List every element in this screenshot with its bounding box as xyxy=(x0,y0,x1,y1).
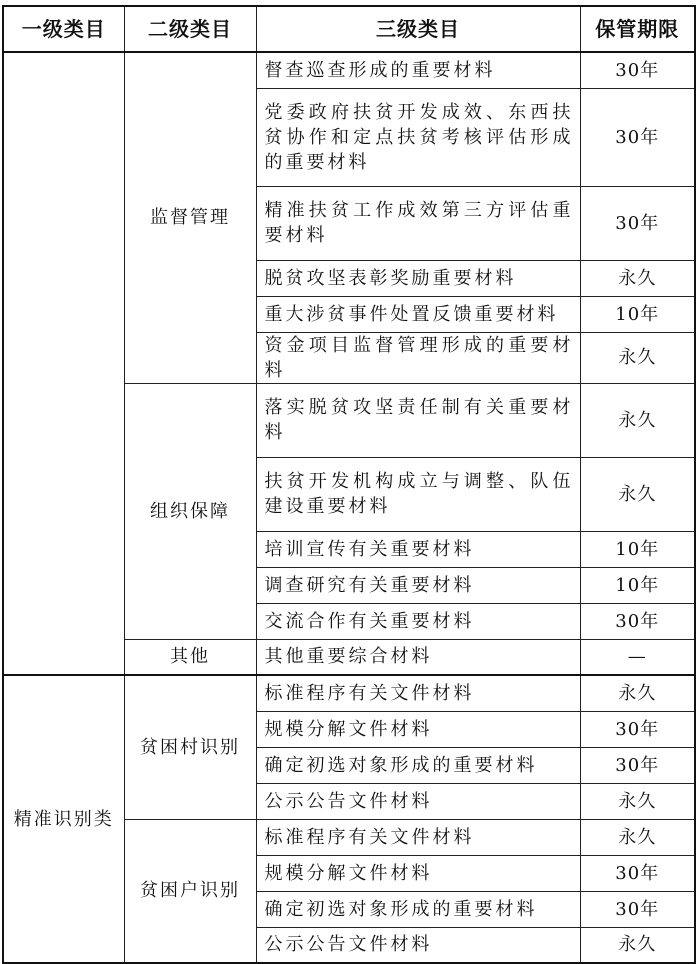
level2-cell: 贫困户识别 xyxy=(124,819,256,963)
level3-cell: 党委政府扶贫开发成效、东西扶贫协作和定点扶贫考核评估形成的重要材料 xyxy=(256,88,580,186)
level3-cell: 标准程序有关文件材料 xyxy=(256,675,580,711)
level3-cell: 规模分解文件材料 xyxy=(256,711,580,747)
retention-cell: 30年 xyxy=(580,711,695,747)
level2-cell: 监督管理 xyxy=(124,52,256,383)
retention-cell: 永久 xyxy=(580,260,695,296)
retention-cell: 30年 xyxy=(580,88,695,186)
retention-cell: 30年 xyxy=(580,891,695,927)
header-retention: 保管期限 xyxy=(580,6,695,52)
level3-cell: 督查巡查形成的重要材料 xyxy=(256,52,580,88)
retention-cell: 永久 xyxy=(580,675,695,711)
level3-cell: 其他重要综合材料 xyxy=(256,639,580,675)
header-level3: 三级类目 xyxy=(256,6,580,52)
level3-cell: 重大涉贫事件处置反馈重要材料 xyxy=(256,296,580,332)
level3-cell: 规模分解文件材料 xyxy=(256,855,580,891)
retention-cell: 永久 xyxy=(580,383,695,457)
table-row xyxy=(3,675,695,711)
level3-cell: 标准程序有关文件材料 xyxy=(256,819,580,855)
level2-cell: 组织保障 xyxy=(124,383,256,639)
retention-cell: 永久 xyxy=(580,332,695,383)
retention-cell: 30年 xyxy=(580,52,695,88)
table-header-row xyxy=(3,6,695,52)
archive-retention-table xyxy=(2,5,696,964)
retention-cell: 30年 xyxy=(580,186,695,260)
retention-cell: 10年 xyxy=(580,567,695,603)
level2-cell: 其他 xyxy=(124,639,256,675)
level3-cell: 调查研究有关重要材料 xyxy=(256,567,580,603)
level3-cell: 精准扶贫工作成效第三方评估重要材料 xyxy=(256,186,580,260)
retention-cell: 10年 xyxy=(580,531,695,567)
level3-cell: 落实脱贫攻坚责任制有关重要材料 xyxy=(256,383,580,457)
retention-cell: 30年 xyxy=(580,603,695,639)
retention-cell: 30年 xyxy=(580,747,695,783)
level3-cell: 脱贫攻坚表彰奖励重要材料 xyxy=(256,260,580,296)
level3-cell: 确定初选对象形成的重要材料 xyxy=(256,891,580,927)
level3-cell: 培训宣传有关重要材料 xyxy=(256,531,580,567)
retention-cell: 永久 xyxy=(580,819,695,855)
header-level2: 二级类目 xyxy=(124,6,256,52)
retention-cell: — xyxy=(580,639,695,675)
table-row xyxy=(3,52,695,88)
level3-cell: 公示公告文件材料 xyxy=(256,927,580,963)
level3-cell: 交流合作有关重要材料 xyxy=(256,603,580,639)
level3-cell: 资金项目监督管理形成的重要材料 xyxy=(256,332,580,383)
retention-cell: 30年 xyxy=(580,855,695,891)
level2-cell: 贫困村识别 xyxy=(124,675,256,819)
retention-cell: 永久 xyxy=(580,927,695,963)
level3-cell: 确定初选对象形成的重要材料 xyxy=(256,747,580,783)
retention-cell: 永久 xyxy=(580,457,695,531)
retention-cell: 永久 xyxy=(580,783,695,819)
retention-cell: 10年 xyxy=(580,296,695,332)
level1-cell: 精准识别类 xyxy=(3,675,124,963)
level1-cell xyxy=(3,52,124,675)
level3-cell: 公示公告文件材料 xyxy=(256,783,580,819)
header-level1: 一级类目 xyxy=(3,6,124,52)
level3-cell: 扶贫开发机构成立与调整、队伍建设重要材料 xyxy=(256,457,580,531)
